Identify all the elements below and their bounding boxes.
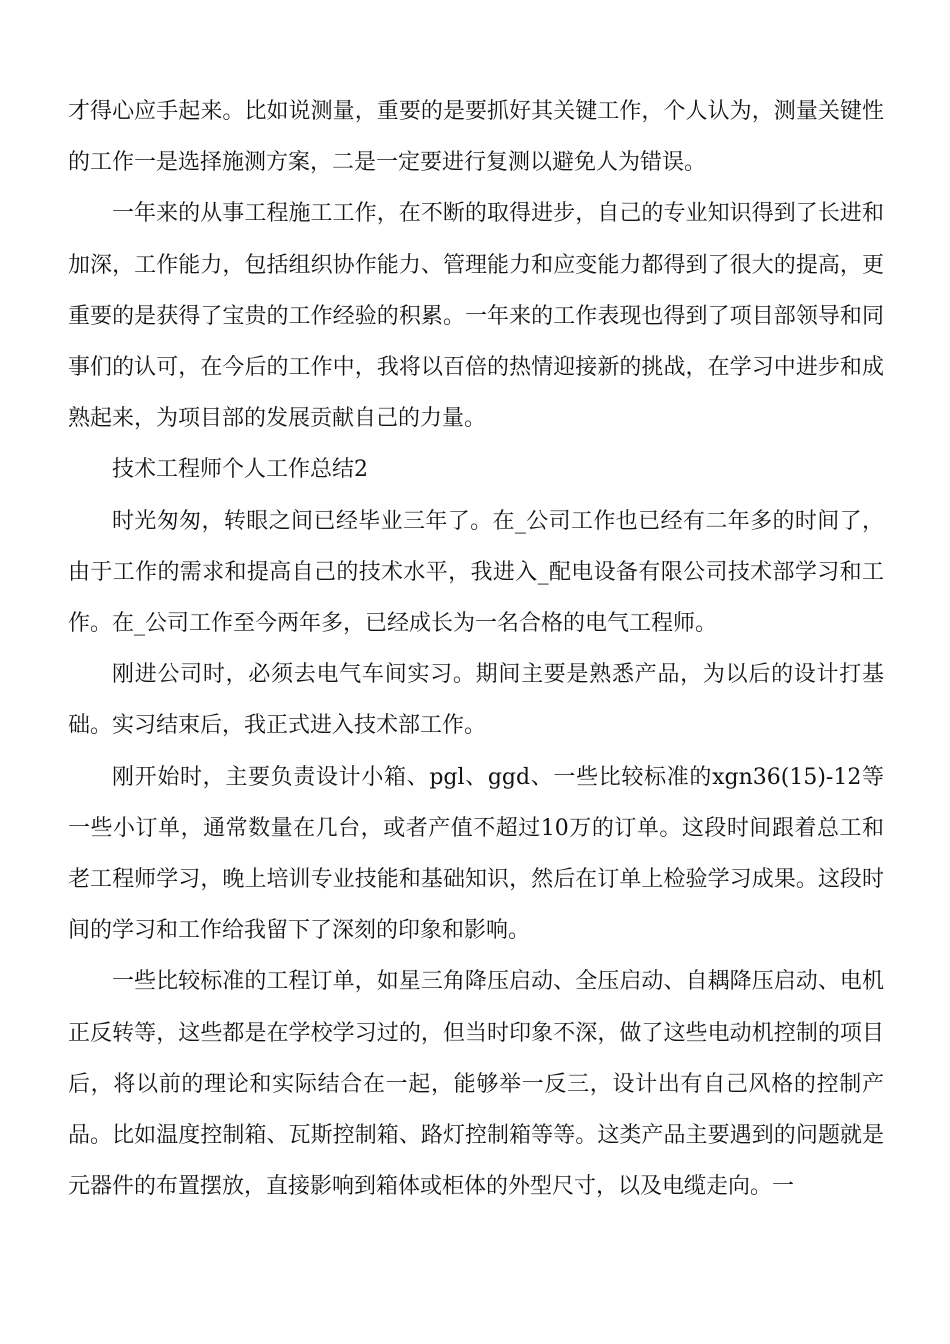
paragraph-standard-orders: 一些比较标准的工程订单，如星三角降压启动、全压启动、自耦降压启动、电机正反转等，这些都是在学校学习过的，但当时印象不深，做了这些电动机控制的项目后，将以前的理论和实际结合在一起，能够举一反三，设计出有自己风格的控制产品。比如温度控制箱、瓦斯控制箱、路灯控制箱等等。这类产品主要遇到的问题就是元器件的布置摆放，直接影响到箱体或柜体的外型尺寸，以及电缆走向。一	[68, 969, 884, 1200]
section-heading: 技术工程师个人工作总结2	[112, 457, 368, 483]
paragraph-intro: 时光匆匆，转眼之间已经毕业三年了。在_公司工作也已经有二年多的时间了，由于工作的需求和提高自己的技术水平，我进入_配电设备有限公司技术部学习和工作。在_公司工作至今两年多，已经成长为一名合格的电气工程师。	[68, 508, 884, 637]
paragraph-internship: 刚进公司时，必须去电气车间实习。期间主要是熟悉产品，为以后的设计打基础。实习结束后，我正式进入技术部工作。	[68, 662, 884, 739]
paragraph-measurement-continued: 才得心应手起来。比如说测量，重要的是要抓好其关键工作，个人认为，测量关键性的工作一是选择施测方案，二是一定要进行复测以避免人为错误。	[68, 99, 884, 176]
paragraph-early-work: 刚开始时，主要负责设计小箱、pgl、ggd、一些比较标准的xgn36(15)-12等一些小订单，通常数量在几台，或者产值不超过10万的订单。这段时间跟着总工和老工程师学习，晚上培训专业技能和基础知识，然后在订单上检验学习成果。这段时间的学习和工作给我留下了深刻的印象和影响。	[68, 764, 884, 944]
document-body	[68, 86, 884, 1212]
paragraph-year-summary: 一年来的从事工程施工工作，在不断的取得进步，自己的专业知识得到了长进和加深，工作能力，包括组织协作能力、管理能力和应变能力都得到了很大的提高，更重要的是获得了宝贵的工作经验的积累。一年来的工作表现也得到了项目部领导和同事们的认可，在今后的工作中，我将以百倍的热情迎接新的挑战，在学习中进步和成熟起来，为项目部的发展贡献自己的力量。	[68, 201, 884, 432]
